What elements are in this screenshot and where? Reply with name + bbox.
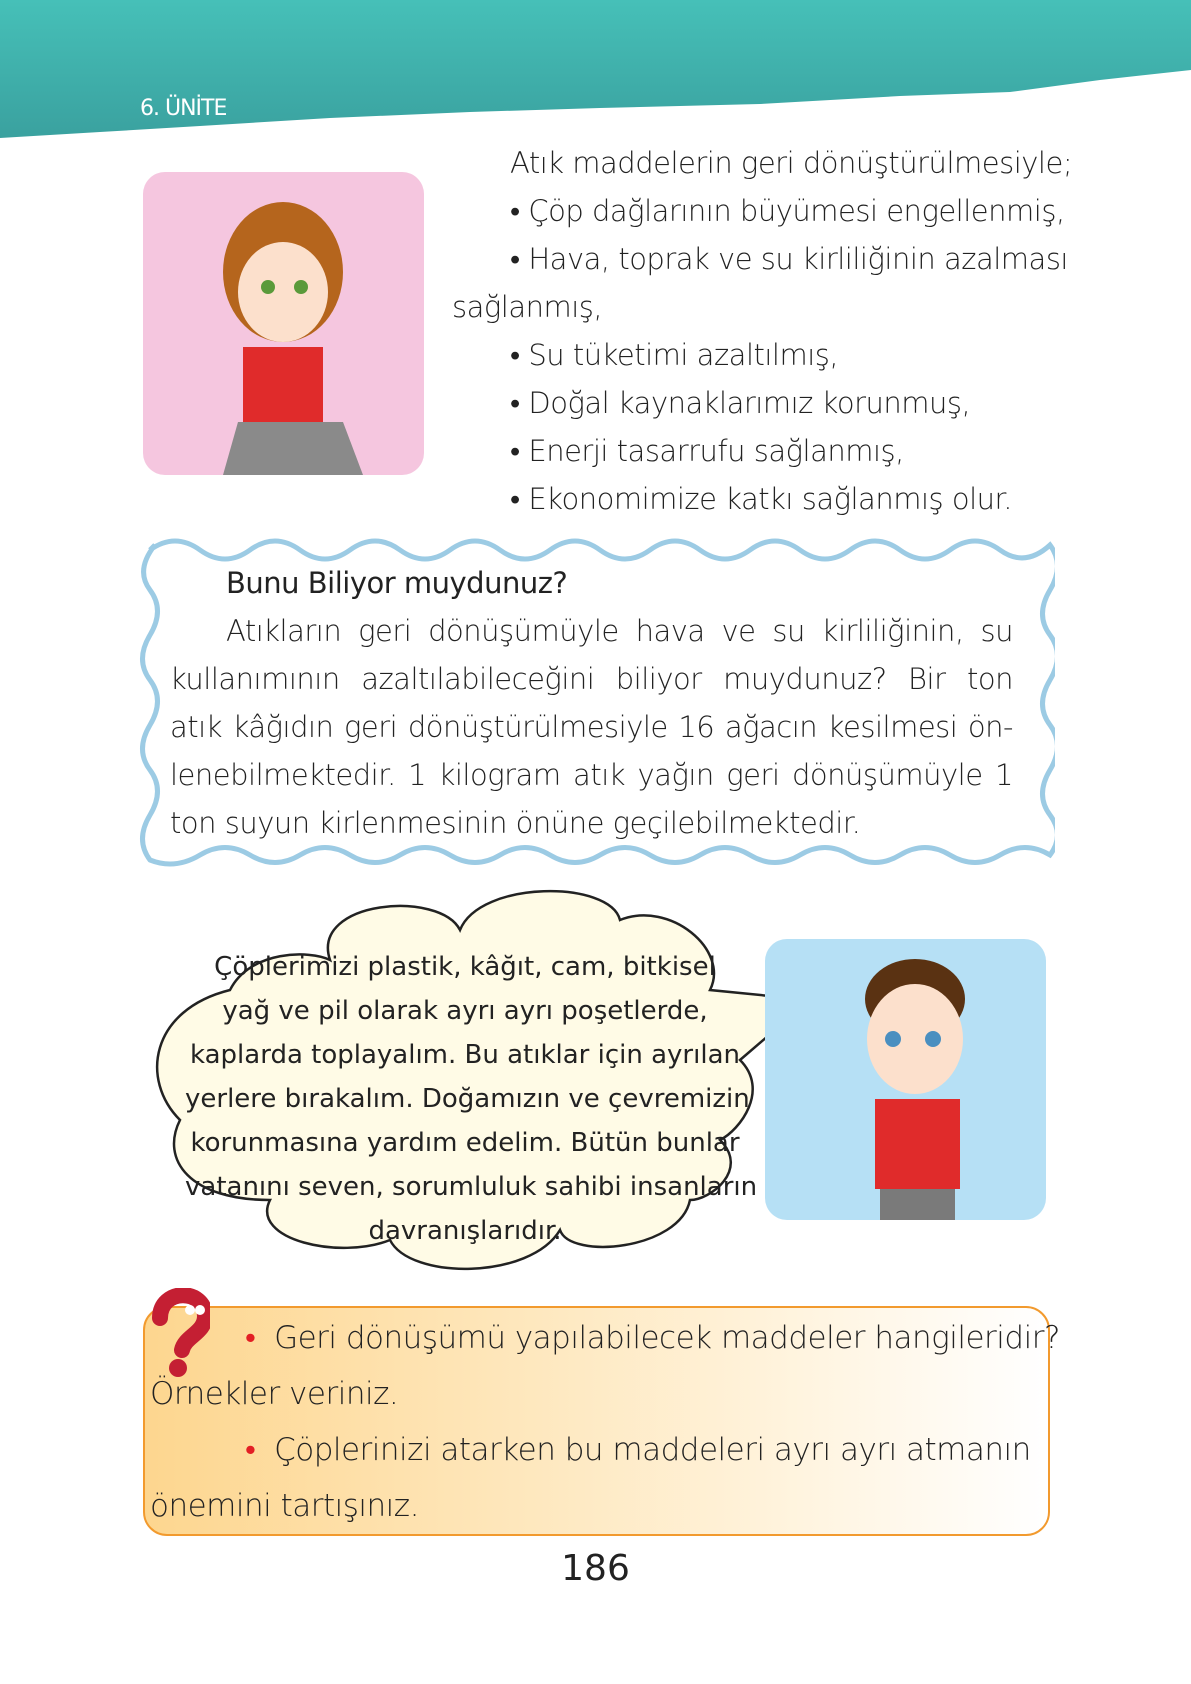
intro-bullet: • Enerji tasarrufu sağlanmış, <box>510 434 904 468</box>
speech-line: kaplarda toplayalım. Bu atıklar için ayrılan <box>190 1040 740 1070</box>
info-line: kullanımının azaltılabileceğini biliyor muydunuz? Bir ton <box>170 662 1013 696</box>
intro-bullet: • Çöp dağlarının büyümesi engellenmiş, <box>510 194 1065 228</box>
bullet-icon: • <box>245 1432 256 1468</box>
info-box-title: Bunu Biliyor muydunuz? <box>226 566 568 600</box>
page-number: 186 <box>561 1548 630 1589</box>
info-line: atık kâğıdın geri dönüştürülmesiyle 16 ağacın kesilmesi ön- <box>170 710 1013 744</box>
boy-illustration <box>765 939 1046 1220</box>
speech-line: vatanını seven, sorumluluk sahibi insanların <box>185 1172 758 1202</box>
speech-line: Çöplerimizi plastik, kâğıt, cam, bitkisel <box>214 952 716 982</box>
question-2-cont: önemini tartışınız. <box>150 1488 419 1524</box>
info-line: ton suyun kirlenmesinin önüne geçilebilmektedir. <box>170 806 861 840</box>
question-1-cont: Örnekler veriniz. <box>150 1376 399 1412</box>
speech-line: korunmasına yardım edelim. Bütün bunlar <box>190 1128 740 1158</box>
info-line: Atıkların geri dönüşümüyle hava ve su kirliliğinin, su <box>226 614 1013 648</box>
intro-bullet: • Doğal kaynaklarımız korunmuş, <box>510 386 971 420</box>
speech-line: yağ ve pil olarak ayrı ayrı poşetlerde, <box>222 996 708 1026</box>
speech-line: yerlere bırakalım. Doğamızın ve çevremizin <box>185 1084 750 1114</box>
bullet-icon: • <box>245 1320 256 1356</box>
speech-line: davranışlarıdır. <box>368 1216 562 1246</box>
question-2-text: Çöplerinizi atarken bu maddeleri ayrı ayrı atmanın <box>274 1432 1031 1468</box>
question-mark-mascot-icon <box>150 1288 210 1378</box>
girl-illustration <box>143 172 424 475</box>
intro-lead: Atık maddelerin geri dönüştürülmesiyle; <box>510 146 1073 180</box>
question-2 <box>245 1432 1031 1468</box>
unit-label: 6. ÜNİTE <box>140 96 227 121</box>
intro-bullet: • Ekonomimize katkı sağlanmış olur. <box>510 482 1012 516</box>
intro-bullet-cont: sağlanmış, <box>452 290 603 324</box>
header-band <box>0 0 1191 150</box>
intro-bullet: • Hava, toprak ve su kirliliğinin azalması <box>510 242 1068 276</box>
question-1-text: Geri dönüşümü yapılabilecek maddeler hangileridir? <box>274 1320 1060 1356</box>
intro-bullet: • Su tüketimi azaltılmış, <box>510 338 839 372</box>
question-1 <box>245 1320 1060 1356</box>
info-line: lenebilmektedir. 1 kilogram atık yağın geri dönüşümüyle 1 <box>170 758 1013 792</box>
